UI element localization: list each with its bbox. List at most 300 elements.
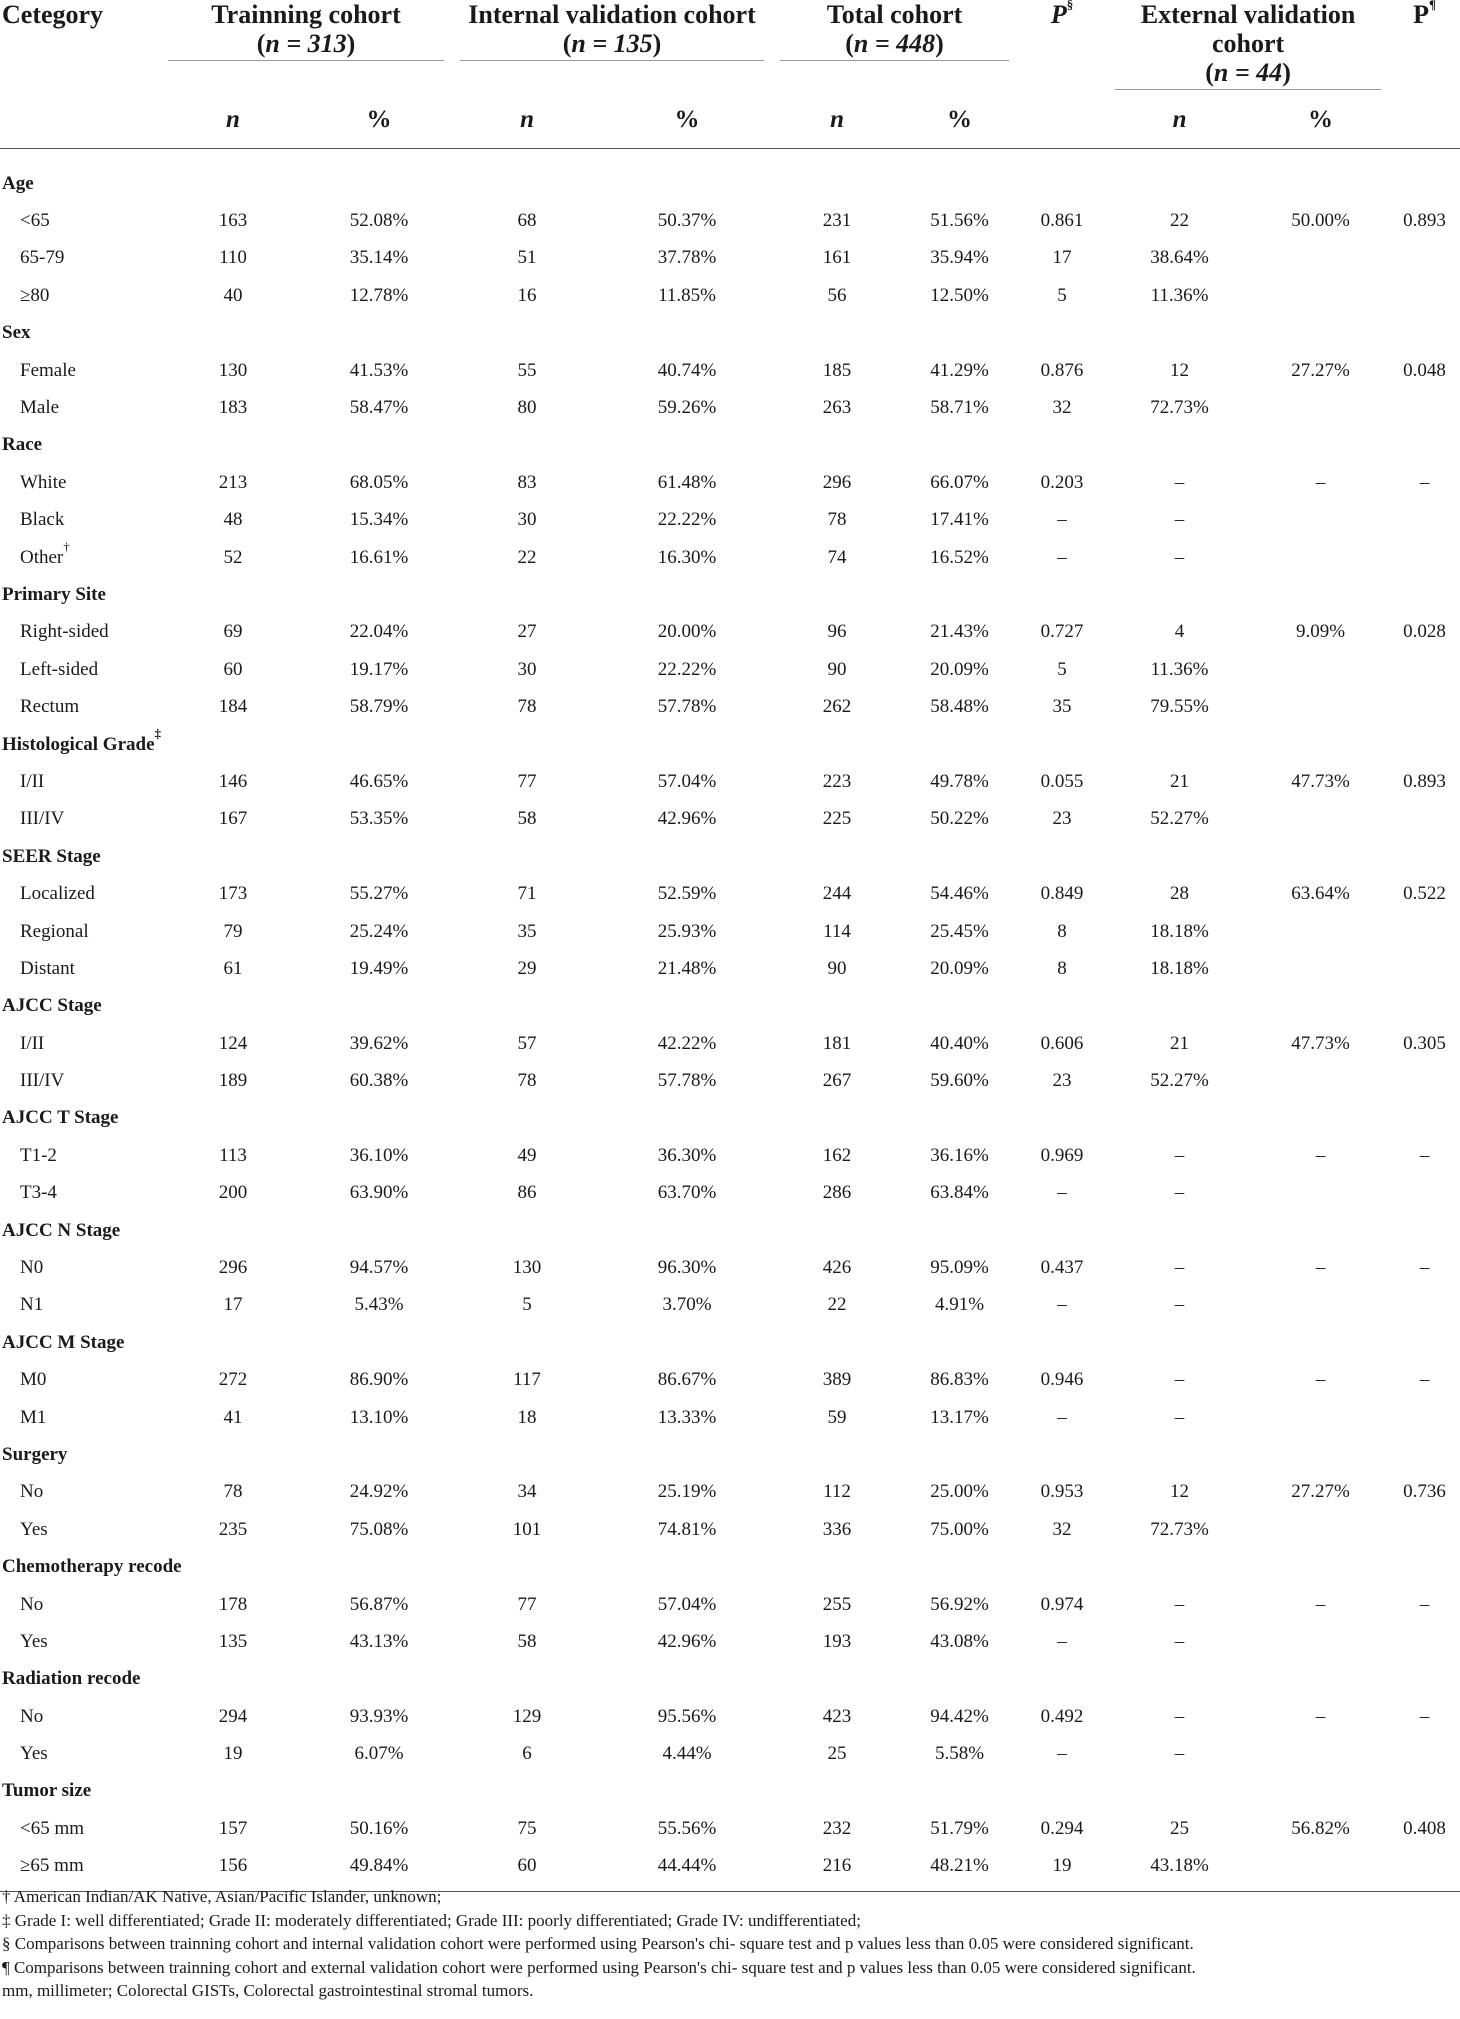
category-label: Chemotherapy recode	[2, 1556, 182, 1578]
table-row	[0, 688, 1460, 725]
internal-n-cell: 6	[522, 1743, 532, 1765]
p-value-external-cell: 0.893	[1403, 210, 1446, 232]
p-value-internal-cell: –	[1057, 509, 1067, 531]
p-value-external-cell	[1389, 240, 1460, 277]
training-pct-cell: 24.92%	[349, 1481, 409, 1503]
training-n-cell: 52	[223, 546, 243, 568]
total-n-cell: 286	[822, 1182, 852, 1204]
category-label: AJCC Stage	[2, 995, 102, 1017]
total-pct-cell: 20.09%	[930, 658, 989, 680]
row-label: Rectum	[20, 696, 80, 718]
row-label: Left-sided	[20, 658, 99, 680]
training-pct-cell: 16.61%	[349, 546, 409, 568]
total-n-cell: 263	[822, 397, 852, 419]
p-value-external-cell	[1389, 1399, 1460, 1436]
total-n-cell: 25	[827, 1743, 847, 1765]
spacer-row	[0, 149, 1460, 166]
internal-pct-cell: 16.30%	[657, 546, 717, 568]
training-pct-cell: 58.47%	[349, 397, 409, 419]
external-n-cell: 12	[1170, 1481, 1190, 1503]
category-row	[0, 576, 1460, 613]
training-n-cell: 113	[219, 1144, 247, 1166]
internal-pct-cell: 3.70%	[662, 1294, 712, 1316]
internal-pct-cell: 52.59%	[657, 883, 717, 905]
training-pct-cell: 53.35%	[349, 808, 409, 830]
internal-n-cell: 34	[517, 1481, 537, 1503]
external-pct-cell	[1252, 1062, 1389, 1099]
training-n-cell: 19	[223, 1743, 243, 1765]
training-pct-cell: 25.24%	[349, 920, 409, 942]
total-n-cell: 90	[827, 658, 847, 680]
internal-pct-cell: 22.22%	[657, 658, 717, 680]
total-pct-cell: 50.22%	[930, 808, 989, 830]
table-row	[0, 801, 1460, 838]
internal-pct-cell: 44.44%	[602, 1848, 772, 1892]
training-n-cell: 163	[218, 210, 248, 232]
total-pct-cell: 12.50%	[930, 284, 989, 306]
internal-pct-cell: 42.96%	[657, 808, 717, 830]
training-n-cell: 200	[218, 1182, 248, 1204]
external-pct-cell	[1252, 1735, 1389, 1772]
total-n-cell: 74	[827, 546, 847, 568]
external-n-cell: 22	[1170, 210, 1190, 232]
category-label: Tumor size	[2, 1780, 92, 1802]
training-n-cell: 178	[218, 1593, 248, 1615]
category-label: Age	[2, 172, 34, 194]
table-row	[0, 1062, 1460, 1099]
p-value-external-cell	[1389, 688, 1460, 725]
internal-n-cell: 75	[517, 1817, 537, 1839]
external-n-cell: –	[1174, 1182, 1185, 1204]
training-cohort-header: Trainning cohort (n = 313)	[160, 0, 452, 90]
internal-n-cell: 130	[512, 1257, 542, 1279]
category-row	[0, 1436, 1460, 1473]
n-subheader: n	[160, 90, 306, 149]
training-pct-cell: 49.84%	[306, 1848, 452, 1892]
training-pct-cell: 43.13%	[349, 1630, 409, 1652]
external-n-cell: –	[1174, 1369, 1185, 1391]
external-n-cell: 28	[1170, 883, 1190, 905]
total-pct-cell: 43.08%	[930, 1630, 989, 1652]
p-value-external-cell: 0.028	[1403, 621, 1446, 643]
training-pct-cell: 63.90%	[349, 1182, 409, 1204]
training-n-cell: 146	[218, 770, 248, 792]
total-n-cell: 231	[822, 210, 852, 232]
total-pct-cell: 49.78%	[930, 770, 989, 792]
training-n-cell: 60	[223, 658, 243, 680]
external-n-cell: 38.64%	[1150, 247, 1209, 269]
p-value-internal-cell: 0.849	[1040, 883, 1084, 905]
total-pct-cell: 58.71%	[930, 397, 989, 419]
external-n-cell: 79.55%	[1150, 696, 1209, 718]
internal-n-cell: 29	[517, 957, 537, 979]
internal-n-cell: 101	[512, 1518, 542, 1540]
table-row	[0, 1735, 1460, 1772]
internal-n-cell: 117	[513, 1369, 541, 1391]
internal-n-cell: 22	[517, 546, 537, 568]
p-value-internal-header: P§	[1050, 0, 1074, 29]
pct-subheader: %	[306, 90, 452, 149]
total-n-cell: 161	[822, 247, 852, 269]
total-pct-cell: 17.41%	[930, 509, 989, 531]
internal-pct-cell: 25.93%	[657, 920, 717, 942]
internal-pct-cell: 13.33%	[657, 1406, 717, 1428]
row-label: ≥65 mm	[0, 1848, 160, 1892]
internal-pct-cell: 63.70%	[657, 1182, 717, 1204]
p-value-internal-cell: 19	[1017, 1848, 1107, 1892]
external-pct-cell	[1252, 277, 1389, 314]
training-pct-cell: 46.65%	[349, 770, 409, 792]
table-row	[0, 202, 1460, 239]
p-value-external-cell	[1389, 913, 1460, 950]
internal-pct-cell: 21.48%	[657, 957, 717, 979]
p-value-internal-cell: –	[1057, 1294, 1067, 1316]
p-value-internal-cell: 0.203	[1040, 471, 1084, 493]
category-row	[0, 1773, 1460, 1810]
internal-cohort-title: Internal validation cohort	[468, 0, 756, 29]
external-n-cell: –	[1174, 1743, 1185, 1765]
external-n-cell: 12	[1170, 359, 1190, 381]
external-pct-cell: –	[1315, 471, 1326, 493]
p-value-external-cell: –	[1419, 1593, 1430, 1615]
row-label: No	[20, 1705, 44, 1727]
table-row	[0, 1249, 1460, 1286]
total-pct-cell: 40.40%	[930, 1032, 989, 1054]
total-pct-cell: 51.79%	[930, 1817, 989, 1839]
p-value-internal-cell: 0.876	[1040, 359, 1084, 381]
internal-n-cell: 30	[517, 658, 537, 680]
training-pct-cell: 5.43%	[354, 1294, 404, 1316]
total-n-cell: 56	[827, 284, 847, 306]
external-pct-cell: 9.09%	[1296, 621, 1346, 643]
external-pct-cell	[1252, 240, 1389, 277]
table-row	[0, 464, 1460, 501]
external-n-cell: –	[1174, 1144, 1185, 1166]
external-pct-cell: 50.00%	[1291, 210, 1350, 232]
training-pct-cell: 93.93%	[349, 1705, 409, 1727]
pct-subheader: %	[602, 90, 772, 149]
row-label: T1-2	[20, 1144, 57, 1166]
internal-pct-cell: 11.85%	[658, 284, 716, 306]
p-value-external-header: P¶	[1413, 0, 1436, 29]
table-row	[0, 614, 1460, 651]
category-label: SEER Stage	[2, 845, 101, 867]
total-n-cell: 216	[772, 1848, 902, 1892]
training-pct-cell: 22.04%	[349, 621, 409, 643]
external-pct-cell: 27.27%	[1291, 359, 1350, 381]
row-label: Male	[20, 397, 60, 419]
total-pct-cell: 25.45%	[930, 920, 989, 942]
total-pct-cell: 56.92%	[930, 1593, 989, 1615]
table-row	[0, 277, 1460, 314]
training-pct-cell: 52.08%	[349, 210, 409, 232]
table-row	[0, 1623, 1460, 1660]
table-row	[0, 1287, 1460, 1324]
table-row	[0, 539, 1460, 576]
training-pct-cell: 36.10%	[349, 1144, 409, 1166]
row-label: Distant	[20, 957, 75, 979]
external-pct-cell: 47.73%	[1291, 1032, 1350, 1054]
p-value-internal-cell: 0.946	[1040, 1369, 1084, 1391]
row-label: Yes	[20, 1630, 48, 1652]
category-label: AJCC T Stage	[2, 1107, 119, 1129]
internal-n-cell: 68	[517, 210, 537, 232]
blank-subheader	[1017, 90, 1107, 149]
total-pct-cell: 95.09%	[930, 1257, 989, 1279]
p-value-external-cell	[1389, 1511, 1460, 1548]
external-pct-cell	[1252, 1511, 1389, 1548]
internal-pct-cell: 57.04%	[657, 1593, 717, 1615]
table-body	[0, 149, 1460, 1892]
footnote: mm, millimeter; Colorectal GISTs, Colorectal gastrointestinal stromal tumors.	[2, 1981, 534, 2000]
external-pct-cell: –	[1315, 1369, 1326, 1391]
total-n-cell: 296	[822, 471, 852, 493]
external-n-cell: –	[1174, 1257, 1185, 1279]
external-n-cell: –	[1174, 509, 1185, 531]
total-n-cell: 232	[822, 1817, 852, 1839]
external-pct-cell: 47.73%	[1291, 770, 1350, 792]
p-value-external-cell	[1389, 1287, 1460, 1324]
p-value-internal-cell: –	[1057, 1743, 1067, 1765]
table-row	[0, 1175, 1460, 1212]
table-row	[0, 1474, 1460, 1511]
training-n-cell: 184	[218, 696, 248, 718]
p-value-external-cell: 0.408	[1403, 1817, 1446, 1839]
internal-pct-cell: 57.78%	[657, 1070, 717, 1092]
external-pct-cell: –	[1315, 1593, 1326, 1615]
category-label: Surgery	[2, 1443, 68, 1465]
total-pct-cell: 59.60%	[930, 1070, 989, 1092]
external-n-cell: 4	[1174, 621, 1185, 643]
training-pct-cell: 19.49%	[349, 957, 409, 979]
external-n-cell: 72.73%	[1150, 397, 1209, 419]
p-value-internal-cell: 8	[1057, 957, 1067, 979]
training-n-cell: 235	[218, 1518, 248, 1540]
training-n-cell: 156	[160, 1848, 306, 1892]
external-n-cell: 18.18%	[1150, 957, 1209, 979]
table-row	[0, 352, 1460, 389]
internal-pct-cell: 4.44%	[662, 1743, 712, 1765]
external-pct-cell: 63.64%	[1291, 883, 1350, 905]
training-n-cell: 48	[223, 509, 243, 531]
external-pct-cell	[1252, 801, 1389, 838]
pct-subheader: %	[902, 90, 1017, 149]
internal-cohort-n: n = 135	[571, 29, 653, 58]
internal-pct-cell: 22.22%	[657, 509, 717, 531]
training-pct-cell: 35.14%	[349, 247, 409, 269]
p-value-internal-cell: 0.974	[1040, 1593, 1084, 1615]
internal-n-cell: 60	[452, 1848, 602, 1892]
total-n-cell: 96	[827, 621, 847, 643]
external-pct-cell	[1252, 389, 1389, 426]
p-value-internal-cell: 5	[1057, 658, 1067, 680]
internal-n-cell: 58	[517, 808, 537, 830]
row-label: I/II	[20, 770, 45, 792]
training-n-cell: 110	[219, 247, 247, 269]
training-pct-cell: 86.90%	[349, 1369, 409, 1391]
training-pct-cell: 19.17%	[349, 658, 409, 680]
internal-pct-cell: 61.48%	[657, 471, 717, 493]
category-row	[0, 427, 1460, 464]
row-label: Yes	[20, 1743, 48, 1765]
total-pct-cell: 16.52%	[930, 546, 989, 568]
row-label: I/II	[20, 1032, 45, 1054]
external-n-cell: 18.18%	[1150, 920, 1209, 942]
total-n-cell: 223	[822, 770, 852, 792]
total-n-cell: 336	[822, 1518, 852, 1540]
total-pct-cell: 13.17%	[930, 1406, 989, 1428]
category-row	[0, 1324, 1460, 1361]
internal-pct-cell: 59.26%	[657, 397, 717, 419]
training-pct-cell: 12.78%	[349, 284, 409, 306]
external-cohort-n: n = 44	[1213, 58, 1283, 87]
p-value-external-cell: –	[1419, 1369, 1430, 1391]
row-label: Black	[20, 509, 65, 531]
training-n-cell: 296	[218, 1257, 248, 1279]
training-pct-cell: 6.07%	[354, 1743, 404, 1765]
training-pct-cell: 68.05%	[349, 471, 409, 493]
external-pct-cell	[1252, 651, 1389, 688]
category-row	[0, 1548, 1460, 1585]
total-cohort-title: Total cohort	[826, 0, 963, 29]
external-n-cell: 11.36%	[1150, 284, 1209, 306]
total-pct-cell: 20.09%	[930, 957, 989, 979]
training-cohort-n: n = 313	[265, 29, 347, 58]
training-pct-cell: 39.62%	[349, 1032, 409, 1054]
category-row	[0, 988, 1460, 1025]
internal-n-cell: 57	[517, 1032, 537, 1054]
category-label: AJCC M Stage	[2, 1331, 125, 1353]
total-n-cell: 244	[822, 883, 852, 905]
external-pct-cell: 27.27%	[1291, 1481, 1350, 1503]
table-row	[0, 1698, 1460, 1735]
training-n-cell: 41	[223, 1406, 243, 1428]
row-label: White	[20, 471, 67, 493]
external-n-cell: –	[1174, 1406, 1185, 1428]
category-label: AJCC N Stage	[2, 1219, 121, 1241]
training-n-cell: 135	[218, 1630, 248, 1652]
internal-n-cell: 30	[517, 509, 537, 531]
external-pct-cell	[1252, 502, 1389, 539]
row-label: N1	[20, 1294, 44, 1316]
external-pct-cell	[1252, 950, 1389, 987]
total-pct-cell: 75.00%	[930, 1518, 989, 1540]
internal-n-cell: 77	[517, 770, 537, 792]
category-row	[0, 1100, 1460, 1137]
training-pct-cell: 56.87%	[349, 1593, 409, 1615]
table-row	[0, 502, 1460, 539]
internal-pct-cell: 57.04%	[657, 770, 717, 792]
table-row	[0, 1511, 1460, 1548]
table-row	[0, 240, 1460, 277]
total-pct-cell: 66.07%	[930, 471, 989, 493]
internal-n-cell: 18	[517, 1406, 537, 1428]
training-n-cell: 78	[223, 1481, 243, 1503]
p-value-internal-cell: 23	[1052, 808, 1072, 830]
table-row	[0, 389, 1460, 426]
training-n-cell: 69	[223, 621, 243, 643]
internal-pct-cell: 74.81%	[657, 1518, 717, 1540]
training-pct-cell: 50.16%	[349, 1817, 409, 1839]
total-n-cell: 59	[827, 1406, 847, 1428]
p-value-external-cell: 0.893	[1403, 770, 1446, 792]
p-value-internal-cell: –	[1057, 546, 1067, 568]
internal-cohort-header: Internal validation cohort (n = 135)	[452, 0, 772, 90]
total-n-cell: 255	[822, 1593, 852, 1615]
p-value-external-cell: –	[1419, 1144, 1430, 1166]
total-pct-cell: 41.29%	[930, 359, 989, 381]
total-cohort-n: n = 448	[853, 29, 936, 58]
total-n-cell: 185	[822, 359, 852, 381]
table-header	[0, 0, 1460, 149]
row-label: M0	[20, 1369, 47, 1391]
internal-pct-cell: 96.30%	[657, 1257, 717, 1279]
p-value-external-cell	[1389, 801, 1460, 838]
internal-pct-cell: 50.37%	[657, 210, 717, 232]
external-n-cell: 25	[1170, 1817, 1190, 1839]
p-value-internal-cell: 0.606	[1040, 1032, 1084, 1054]
row-label: Right-sided	[20, 621, 109, 643]
total-n-cell: 114	[823, 920, 851, 942]
training-n-cell: 272	[218, 1369, 248, 1391]
total-n-cell: 181	[822, 1032, 852, 1054]
total-pct-cell: 54.46%	[930, 883, 989, 905]
category-row	[0, 1661, 1460, 1698]
p-value-external-cell	[1389, 950, 1460, 987]
category-row	[0, 726, 1460, 763]
footnote: ‡ Grade I: well differentiated; Grade II: moderately differentiated; Grade III: poorly differentiated; Grade IV: undifferentiated;	[2, 1910, 861, 1930]
training-pct-cell: 58.79%	[349, 696, 409, 718]
total-pct-cell: 25.00%	[930, 1481, 989, 1503]
p-value-external-cell: –	[1419, 471, 1430, 493]
row-label: Other†	[20, 539, 70, 568]
footnote: § Comparisons between trainning cohort and internal validation cohort were performed using Pearson's chi- square test and p values less than 0.05 were considered significant.	[2, 1934, 1194, 1953]
footnote: † American Indian/AK Native, Asian/Pacific Islander, unknown;	[2, 1887, 442, 1906]
external-n-cell: –	[1174, 546, 1185, 568]
p-value-external-cell: –	[1419, 1257, 1430, 1279]
external-pct-cell: –	[1315, 1705, 1326, 1727]
external-pct-cell	[1252, 1623, 1389, 1660]
internal-pct-cell: 36.30%	[657, 1144, 717, 1166]
internal-pct-cell: 57.78%	[657, 696, 717, 718]
footnotes	[2, 1885, 1452, 2003]
total-n-cell: 267	[822, 1070, 852, 1092]
category-row	[0, 315, 1460, 352]
table-row	[0, 950, 1460, 987]
category-row	[0, 838, 1460, 875]
table-row	[0, 651, 1460, 688]
training-pct-cell: 60.38%	[349, 1070, 409, 1092]
training-n-cell: 124	[218, 1032, 248, 1054]
table-row	[0, 1137, 1460, 1174]
training-n-cell: 17	[223, 1294, 243, 1316]
row-label: III/IV	[20, 1070, 65, 1092]
total-pct-cell: 21.43%	[930, 621, 989, 643]
total-n-cell: 22	[827, 1294, 847, 1316]
training-n-cell: 157	[218, 1817, 248, 1839]
total-pct-cell: 35.94%	[930, 247, 989, 269]
training-n-cell: 61	[223, 957, 243, 979]
internal-pct-cell: 55.56%	[657, 1817, 717, 1839]
p-value-external-cell	[1389, 539, 1460, 576]
internal-n-cell: 71	[517, 883, 537, 905]
internal-n-cell: 35	[517, 920, 537, 942]
external-pct-cell: –	[1315, 1144, 1326, 1166]
table-row	[0, 913, 1460, 950]
internal-pct-cell: 40.74%	[657, 359, 717, 381]
blank-subheader	[0, 90, 160, 149]
table-row	[0, 763, 1460, 800]
